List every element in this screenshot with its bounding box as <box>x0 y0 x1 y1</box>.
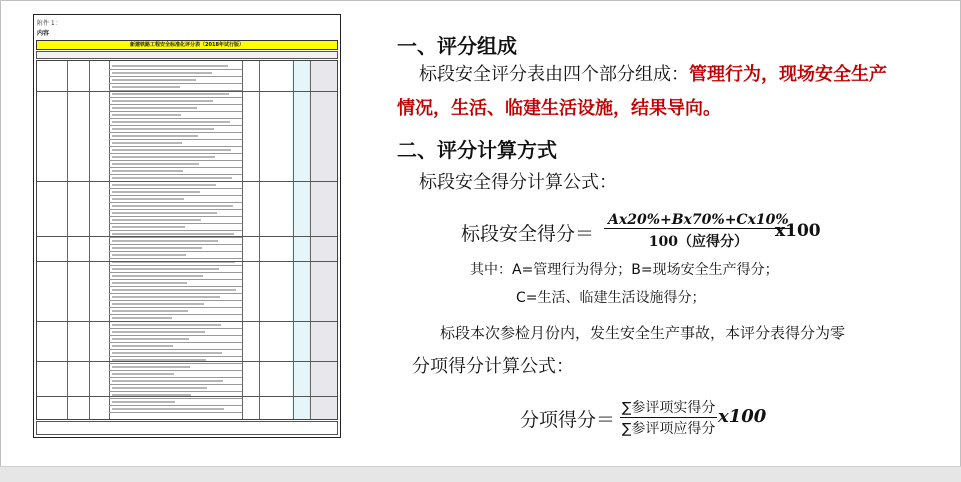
sheet-row-text <box>112 191 200 193</box>
sheet-row-text <box>112 184 216 186</box>
sheet-row-text <box>112 296 220 298</box>
sheet-row-line <box>109 111 242 112</box>
section1-paragraph <box>397 58 897 126</box>
sheet-column-line <box>259 61 260 419</box>
sheet-row-text <box>112 219 201 221</box>
section2-heading: 二、评分计算方式 <box>397 138 557 162</box>
sheet-row-text <box>112 163 199 165</box>
sheet-row-line <box>109 125 242 126</box>
sheet-row-text <box>112 177 232 179</box>
sheet-row-text <box>112 310 188 312</box>
note-line2: C=生活、临建生活设施得分； <box>516 290 706 306</box>
sheet-row-line <box>109 97 242 98</box>
sheet-column-line <box>242 61 243 419</box>
sheet-row-line <box>109 104 242 105</box>
sheet-row-line <box>109 377 242 378</box>
sheet-column-line <box>293 61 294 419</box>
sheet-row-text <box>112 107 197 109</box>
sheet-section-line <box>37 396 337 397</box>
sheet-row-line <box>109 216 242 217</box>
sheet-row-line <box>109 279 242 280</box>
sub-formula-fraction <box>620 397 717 438</box>
sheet-section-line <box>37 261 337 262</box>
sheet-row-text <box>112 86 180 88</box>
sheet-row-line <box>109 251 242 252</box>
section1-heading: 一、评分组成 <box>397 34 517 58</box>
sheet-row-text <box>112 205 233 207</box>
sheet-row-line <box>109 314 242 315</box>
sheet-row-line <box>109 237 242 238</box>
sheet-row-text <box>112 275 203 277</box>
sheet-row-text <box>112 226 185 228</box>
sheet-row-line <box>109 391 242 392</box>
formula-denominator: 100（应得分） <box>648 234 748 250</box>
sheet-column-line <box>109 61 110 419</box>
sheet-row-line <box>109 370 242 371</box>
sheet-row-line <box>109 356 242 357</box>
sheet-section-line <box>37 321 337 322</box>
sheet-row-text <box>112 233 234 235</box>
sheet-row-text <box>112 254 186 256</box>
sheet-row-text <box>112 387 207 389</box>
sub-numerator: ∑参评项实得分 <box>620 397 717 418</box>
sheet-row-line <box>109 118 242 119</box>
sheet-row-text <box>112 128 214 130</box>
formula-lhs: 标段安全得分＝ <box>461 223 595 245</box>
sheet-row-text <box>112 303 204 305</box>
sheet-row-line <box>109 342 242 343</box>
sub-formula-multiplier: x100 <box>718 406 767 427</box>
sheet-row-line <box>109 398 242 399</box>
sheet-row-text <box>112 79 196 81</box>
sheet-row-text <box>112 380 223 382</box>
sheet-row-line <box>109 146 242 147</box>
sheet-row-line <box>109 349 242 350</box>
sheet-row-text <box>112 198 184 200</box>
sheet-row-line <box>109 412 242 413</box>
sheet-row-line <box>109 209 242 210</box>
sheet-section-line <box>37 361 337 362</box>
sheet-unit-label: 内容 <box>37 30 50 37</box>
sheet-row-line <box>109 188 242 189</box>
sheet-row-text <box>112 156 215 158</box>
sheet-row-text <box>112 135 198 137</box>
sheet-row-line <box>109 202 242 203</box>
sheet-row-line <box>109 160 242 161</box>
sheet-row-text <box>112 149 231 151</box>
sheet-row-line <box>109 272 242 273</box>
sheet-row-line <box>109 132 242 133</box>
sheet-row-line <box>109 300 242 301</box>
sheet-row-line <box>109 265 242 266</box>
sheet-row-line <box>109 384 242 385</box>
sheet-row-line <box>109 223 242 224</box>
sheet-row-line <box>109 83 242 84</box>
sheet-attachment-label: 附件 1： <box>37 20 61 27</box>
sheet-row-text <box>112 401 175 403</box>
formula-multiplier: x100 <box>775 221 821 241</box>
sheet-row-line <box>109 153 242 154</box>
sheet-row-line <box>109 335 242 336</box>
sheet-column-line <box>310 61 311 419</box>
note-line1: 其中：A=管理行为得分；B=现场安全生产得分； <box>470 262 779 278</box>
sheet-row-line <box>109 139 242 140</box>
sheet-row-text <box>112 93 229 95</box>
formula-numerator: Ax20%+Bx70%+Cx10% <box>604 212 793 229</box>
sheet-row-text <box>112 212 217 214</box>
sheet-row-text <box>112 352 222 354</box>
sheet-row-line <box>109 307 242 308</box>
sheet-row-text <box>112 338 189 340</box>
sheet-section-line <box>37 91 337 92</box>
sheet-row-line <box>109 195 242 196</box>
sheet-row-text <box>112 121 230 123</box>
sheet-section-line <box>37 181 337 182</box>
sheet-row-line <box>109 76 242 77</box>
formula-fraction <box>604 212 793 251</box>
sheet-header-row <box>36 51 338 59</box>
sheet-row-text <box>112 114 181 116</box>
sheet-row-text <box>112 65 228 67</box>
sheet-row-text <box>112 240 218 242</box>
sheet-row-text <box>112 317 172 319</box>
sheet-section-line <box>37 236 337 237</box>
sheet-footer <box>36 421 338 435</box>
section1-intro: 标段安全评分表由四个部分组成： <box>419 64 689 85</box>
sheet-row-line <box>109 286 242 287</box>
sheet-row-text <box>112 282 187 284</box>
sheet-row-line <box>109 258 242 259</box>
formula-title: 标段安全得分计算公式： <box>419 172 617 193</box>
sheet-title: 新建铁路工程安全标准化评分表（2018年试行版） <box>36 40 338 50</box>
sheet-row-line <box>109 405 242 406</box>
sheet-row-text <box>112 72 212 74</box>
zero-rule: 标段本次参检月份内，发生安全生产事故，本评分表得分为零 <box>440 324 846 342</box>
sheet-row-line <box>109 363 242 364</box>
sheet-row-line <box>109 244 242 245</box>
sheet-row-text <box>112 324 221 326</box>
sub-denominator: ∑参评项应得分 <box>622 421 716 437</box>
sheet-row-text <box>112 345 173 347</box>
score-sheet-thumbnail <box>33 14 341 438</box>
bottom-bar <box>0 466 961 482</box>
sheet-row-line <box>109 167 242 168</box>
sheet-row-text <box>112 268 219 270</box>
section1-parts: 管理行为，现场安全生产情况，生活、临建生活设施，结果导向。 <box>397 64 887 119</box>
sheet-row-line <box>109 174 242 175</box>
sheet-row-line <box>109 293 242 294</box>
sheet-row-line <box>109 328 242 329</box>
sheet-row-text <box>112 331 205 333</box>
sheet-row-text <box>112 142 182 144</box>
sheet-column-line <box>67 61 68 419</box>
sheet-row-text <box>112 366 190 368</box>
sheet-row-line <box>109 230 242 231</box>
sheet-grid <box>36 60 338 420</box>
sheet-column-line <box>89 61 90 419</box>
sub-formula-title: 分项得分计算公式： <box>412 356 574 377</box>
sheet-row-text <box>112 247 202 249</box>
sheet-row-text <box>112 100 213 102</box>
sub-formula-lhs: 分项得分＝ <box>520 409 616 431</box>
sheet-row-text <box>112 408 224 410</box>
sheet-row-line <box>109 69 242 70</box>
sheet-row-text <box>112 289 236 291</box>
sheet-row-text <box>112 373 174 375</box>
sheet-row-text <box>112 170 183 172</box>
